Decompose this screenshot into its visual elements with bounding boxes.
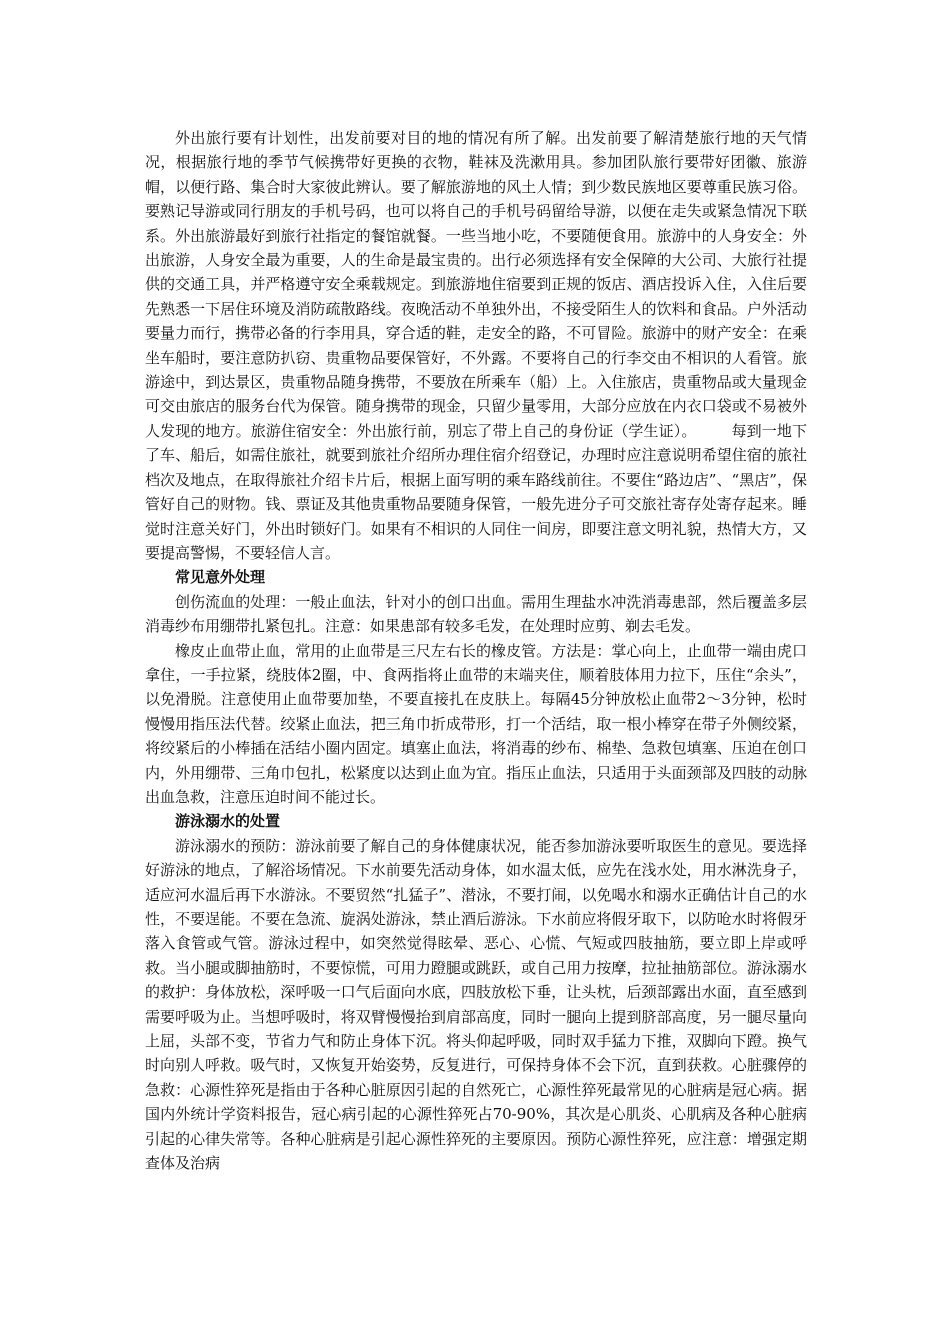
- paragraph-wound-bleeding: 创伤流血的处理：一般止血法，针对小的创口出血。需用生理盐水冲洗消毒患部，然后覆盖多层消毒纱布用绷带扎紧包扎。注意：如果患部有较多毛发，在处理时应剪、剃去毛发。: [145, 592, 807, 636]
- paragraph-tourniquet: 橡皮止血带止血，常用的止血带是三尺左右长的橡皮管。方法是：掌心向上，止血带一端由虎口拿住，一手拉紧，绕肢体2圈，中、食两指将止血带的末端夹住，顺着肢体用力拉下，压住“余头”，以免滑脱。注意使用止血带要加垫，不要直接扎在皮肤上。每隔45分钟放松止血带2～3分钟，松时慢慢用指压法代替。绞紧止血法，把三角巾折成带形，打一个活结，取一根小棒穿在带子外侧绞紧，将绞紧后的小棒插在活结小圈内固定。填塞止血法，将消毒的纱布、棉垫、急救包填塞、压迫在创口内，外用绷带、三角巾包扎，松紧度以达到止血为宜。指压止血法，只适用于头面颈部及四肢的动脉出血急救，注意压迫时间不能过长。: [145, 641, 807, 806]
- heading-accident-handling: 常见意外处理: [175, 568, 266, 587]
- paragraph-travel-safety: 外出旅行要有计划性，出发前要对目的地的情况有所了解。出发前要了解清楚旅行地的天气情况，根据旅行地的季节气候携带好更换的衣物，鞋袜及洗漱用具。参加团队旅行要带好团徽、旅游帽，以便行路、集合时大家彼此辨认。要了解旅游地的风土人情；到少数民族地区要尊重民族习俗。要熟记导游或同行朋友的手机号码，也可以将自己的手机号码留给导游，以便在走失或紧急情况下联系。外出旅游最好到旅行社指定的餐馆就餐。一些当地小吃，不要随便食用。旅游中的人身安全：外出旅游，人身安全最为重要，人的生命是最宝贵的。出行必须选择有安全保障的大公司、大旅行社提供的交通工具，并严格遵守安全乘载规定。到旅游地住宿要到正规的饭店、酒店投诉入住，入住后要先熟悉一下居住环境及消防疏散路线。夜晚活动不单独外出，不接受陌生人的饮料和食品。户外活动要量力而行，携带必备的行李用具，穿合适的鞋，走安全的路，不可冒险。旅游中的财产安全：在乘坐车船时，要注意防扒窃、贵重物品要保管好，不外露。不要将自己的行李交由不相识的人看管。旅游途中，到达景区，贵重物品随身携带，不要放在所乘车（船）上。入住旅店，贵重物品或大量现金可交由旅店的服务台代为保管。随身携带的现金，只留少量零用，大部分应放在内衣口袋或不易被外人发现的地方。旅游住宿安全：外出旅行前，别忘了带上自己的身份证（学生证）。 每到一地下了车、船后，如需住旅社，就要到旅社介绍所办理住宿介绍登记，办理时应注意说明希望住宿的旅社档次及地点，在取得旅社介绍卡片后，根据上面写明的乘车路线前往。不要住“路边店”、“黑店”，保管好自己的财物。钱、票证及其他贵重物品要随身保管，一般先进分子可交旅社寄存处寄存起来。睡觉时注意关好门，外出时锁好门。如果有不相识的人同住一间房，即要注意文明礼貌，热情大方，又要提高警惕，不要轻信人言。: [145, 129, 807, 562]
- paragraph-drowning-prevention: 游泳溺水的预防：游泳前要了解自己的身体健康状况，能否参加游泳要听取医生的意见。要选择好游泳的地点，了解浴场情况。下水前要先活动身体，如水温太低，应先在浅水处，用水淋洗身子，适应河水温后再下水游泳。不要贸然“扎猛子”、潜泳，不要打闹，以免喝水和溺水正确估计自己的水性，不要逞能。不要在急流、旋涡处游泳，禁止酒后游泳。下水前应将假牙取下，以防呛水时将假牙落入食管或气管。游泳过程中，如突然觉得眩晕、恶心、心慌、气短或四肢抽筋，要立即上岸或呼救。当小腿或脚抽筋时，不要惊慌，可用力蹬腿或跳跃，或自己用力按摩，拉扯抽筋部位。游泳溺水的救护：身体放松，深呼吸一口气后面向水底，四肢放松下垂，让头枕，后颈部露出水面，直至感到需要呼吸为止。当想呼吸时，将双臂慢慢抬到肩部高度，同时一腿向上提到脐部高度，另一腿尽量向上屈，头部不变，节省力气和防止身体下沉。将头仰起呼吸，同时双手猛力下推，双脚向下蹬。换气时向别人呼救。吸气时，又恢复开始姿势，反复进行，可保持身体不会下沉，直到获救。心脏骤停的急救：心源性猝死是指由于各种心脏原因引起的自然死亡，心源性猝死最常见的心脏病是冠心病。据国内外统计学资料报告，冠心病引起的心源性猝死占70-90%，其次是心肌炎、心肌病及各种心脏病引起的心律失常等。各种心脏病是引起心源性猝死的主要原因。预防心源性猝死，应注意：增强定期查体及治病: [145, 836, 807, 1173]
- document-body: [145, 126, 807, 1175]
- heading-drowning: 游泳溺水的处置: [175, 812, 281, 831]
